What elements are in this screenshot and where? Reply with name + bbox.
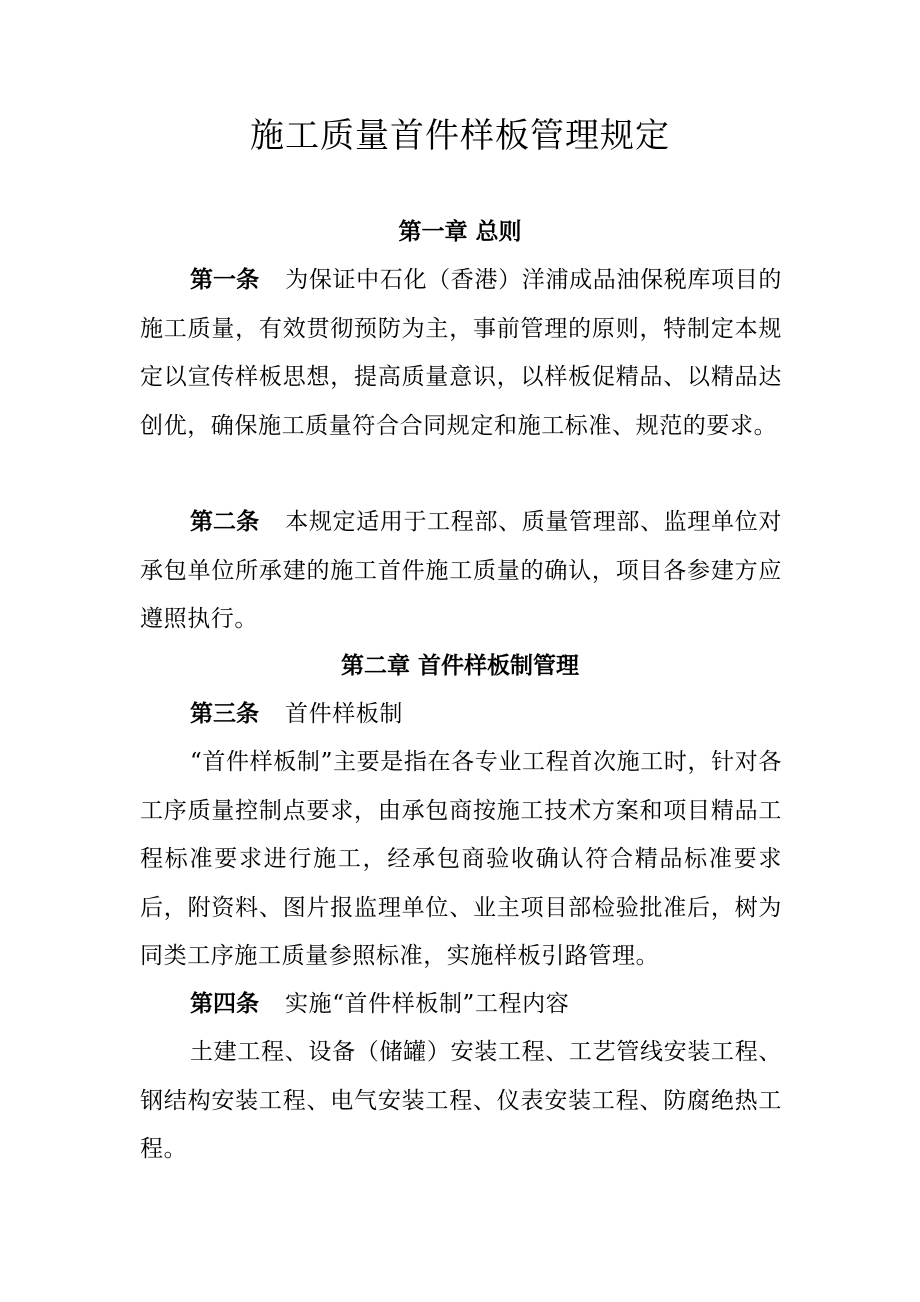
article-4-label: 第四条: [190, 991, 259, 1017]
article-4: [140, 980, 782, 1029]
document-title: 施工质量首件样板管理规定: [250, 116, 670, 156]
article-2: [140, 498, 782, 644]
article-2-label: 第二条: [190, 509, 260, 535]
article-3: [140, 690, 782, 739]
chapter-1-heading: 第一章 总则: [398, 219, 522, 245]
article-1-text: 为保证中石化（香港）洋浦成品油保税库项目的施工质量，有效贯彻预防为主，事前管理的原则，特制定本规定以宣传样板思想，提高质量意识，以样板促精品、以精品达创优，确保施工质量符合合同规定和施工标准、规范的要求。: [140, 267, 782, 439]
chapter-2-heading: 第二章 首件样板制管理: [340, 653, 579, 679]
article-4-body: 土建工程、设备（储罐）安装工程、工艺管线安装工程、钢结构安装工程、电气安装工程、仪表安装工程、防腐绝热工程。: [140, 1039, 782, 1162]
article-3-text: 首件样板制: [285, 701, 403, 727]
article-3-body: “首件样板制”主要是指在各专业工程首次施工时，针对各工序质量控制点要求，由承包商按施工技术方案和项目精品工程标准要求进行施工，经承包商验收确认符合精品标准要求后，附资料、图片报监理单位、业主项目部检验批准后，树为同类工序施工质量参照标准，实施样板引路管理。: [140, 749, 782, 969]
article-3-label: 第三条: [190, 701, 259, 727]
article-2-text: 本规定适用于工程部、质量管理部、监理单位对承包单位所承建的施工首件施工质量的确认，项目各参建方应遵照执行。: [140, 509, 782, 632]
article-1: [140, 256, 782, 450]
article-4-text: 实施“首件样板制”工程内容: [285, 991, 570, 1017]
article-1-label: 第一条: [190, 267, 260, 293]
